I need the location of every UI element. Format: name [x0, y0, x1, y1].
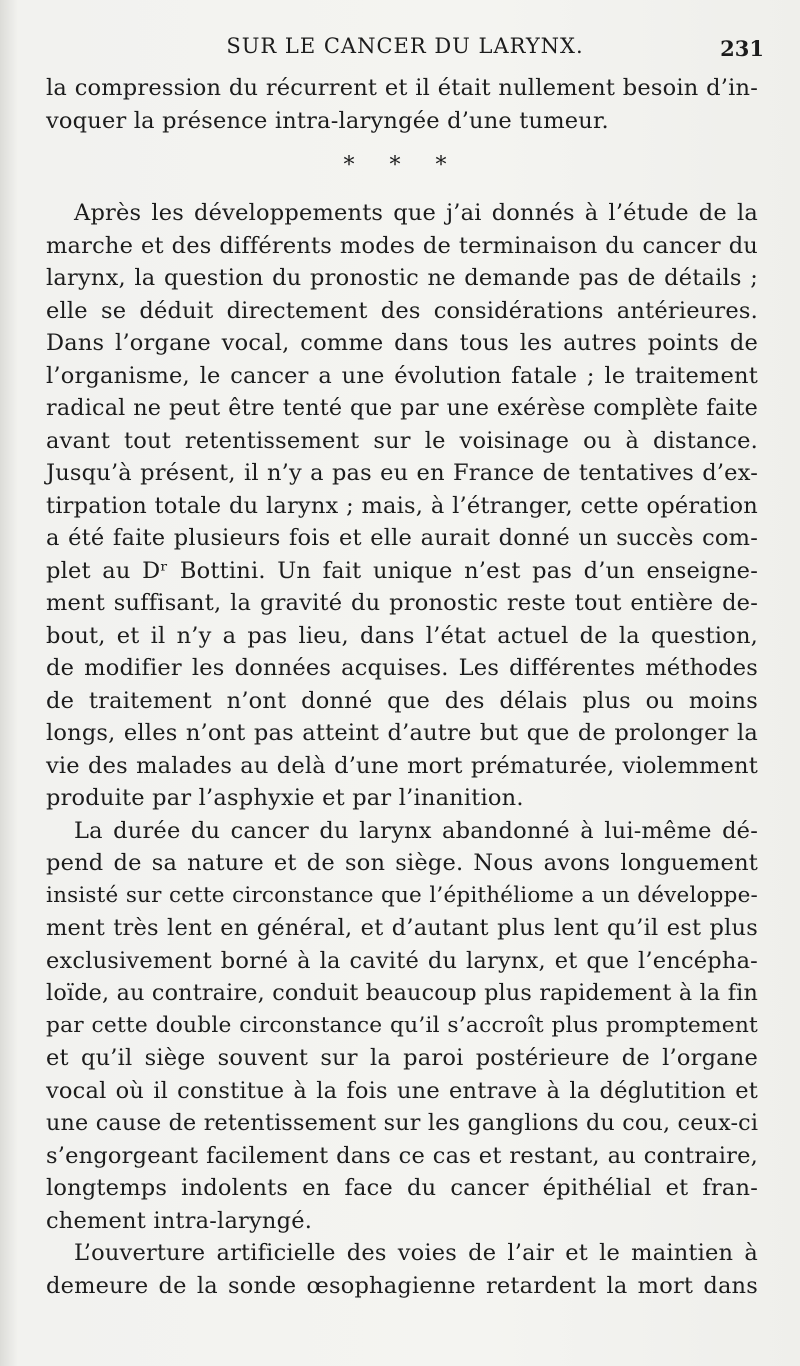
text-line: marche et des différents modes de terminaison du cancer du [46, 232, 758, 259]
text-line: larynx, la question du pronostic ne demande pas de détails ; [46, 265, 758, 291]
text-line: longtemps indolents en face du cancer épithélial et fran- [46, 1175, 758, 1201]
text-line: pend de sa nature et de son siège. Nous avons longuement [46, 850, 758, 876]
text-line: radical ne peut être tenté que par une exérèse complète faite [46, 395, 758, 421]
text-line: Jusqu’à présent, il n’y a pas eu en France de tentatives d’ex- [46, 460, 758, 486]
text-line: s’engorgeant facilement dans ce cas et restant, au contraire, [46, 1142, 758, 1169]
text-line: insisté sur cette circonstance que l’épithéliome a un développe- [46, 882, 758, 908]
text-line: demeure de la sonde œsophagienne retardent la mort dans [46, 1272, 758, 1299]
page-number: 231 [720, 36, 764, 61]
text-line: chement intra-laryngé. [46, 1207, 313, 1234]
paragraph [46, 815, 758, 1238]
text-body [46, 72, 758, 1302]
text-line: loïde, au contraire, conduit beaucoup plus rapidement à la fin [46, 980, 758, 1006]
text-line: Après les développements que j’ai donnés à l’étude de la [74, 200, 758, 226]
text-line: Dans l’organe vocal, comme dans tous les autres points de [46, 330, 758, 356]
text-line: tirpation totale du larynx ; mais, à l’étranger, cette opération [46, 492, 758, 519]
text-line: la compression du récurrent et il était nullement besoin d’in- [46, 75, 758, 101]
text-line: produite par l’asphyxie et par l’inanition. [46, 785, 524, 811]
text-line: La durée du cancer du larynx abandonné à lui-même dé- [74, 817, 758, 844]
text-line: ment suffisant, la gravité du pronostic reste tout entière de- [46, 590, 758, 616]
running-title: SUR LE CANCER DU LARYNX. [226, 34, 584, 58]
text-line: ment très lent en général, et d’autant plus lent qu’il est plus [46, 915, 758, 941]
text-line: vocal où il constitue à la fois une entrave à la déglutition et [46, 1077, 758, 1104]
text-line: l’organisme, le cancer a une évolution fatale ; le traitement [46, 362, 758, 389]
section-separator: * * * [343, 153, 461, 178]
text-line: par cette double circonstance qu’il s’accroît plus promptement [46, 1012, 758, 1038]
text-line: voquer la présence intra-laryngée d’une tumeur. [46, 107, 609, 134]
running-head [46, 30, 764, 70]
paragraph [46, 137, 758, 815]
text-line: longs, elles n’ont pas atteint d’autre but que de prolonger la [46, 720, 758, 746]
text-line: une cause de retentissement sur les ganglions du cou, ceux-ci [46, 1110, 759, 1136]
text-line: avant tout retentissement sur le voisinage ou à distance. [46, 427, 758, 454]
text-line: de modifier les données acquises. Les différentes méthodes [46, 655, 758, 681]
text-line: plet au Dʳ Bottini. Un fait unique n’est pas d’un enseigne- [46, 557, 758, 584]
text-line: exclusivement borné à la cavité du larynx, et que l’encépha- [46, 947, 758, 974]
text-line: L’ouverture artificielle des voies de l’air et le maintien à [74, 1240, 758, 1266]
text-line: bout, et il n’y a pas lieu, dans l’état actuel de la question, [46, 622, 758, 649]
paragraph [46, 1237, 758, 1302]
text-line: a été faite plusieurs fois et elle aurait donné un succès com- [46, 525, 758, 551]
text-line: vie des malades au delà d’une mort prématurée, violemment [46, 752, 758, 779]
text-line: elle se déduit directement des considérations antérieures. [46, 297, 758, 324]
text-line: de traitement n’ont donné que des délais plus ou moins [46, 687, 758, 714]
text-line: et qu’il siège souvent sur la paroi postérieure de l’organe [46, 1045, 758, 1071]
paragraph [46, 72, 758, 137]
